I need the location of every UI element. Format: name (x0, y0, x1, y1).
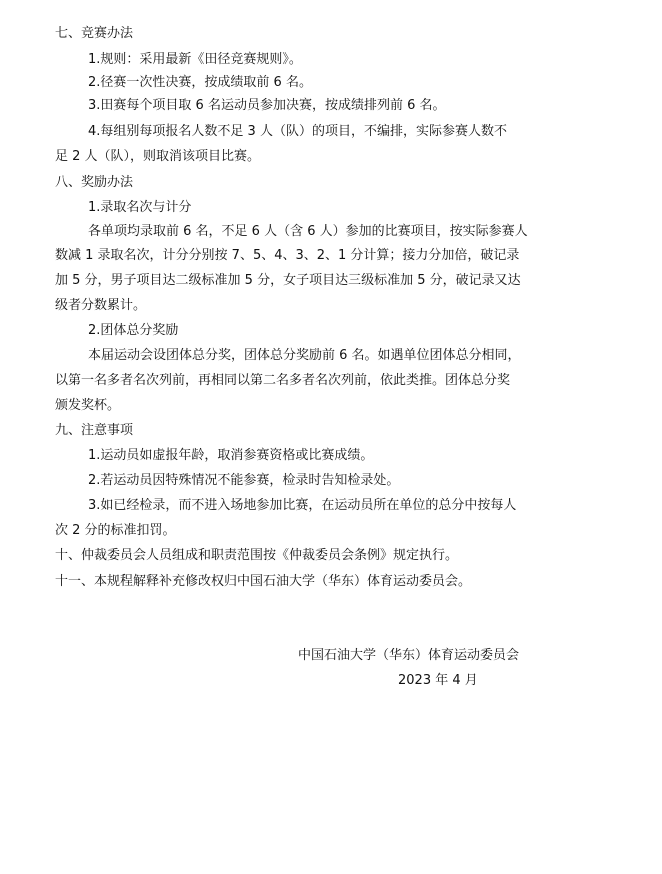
section-8-subheading-2: 2.团体总分奖励 (88, 323, 179, 338)
section-8-para-1-line-1: 各单项均录取前 6 名，不足 6 人（含 6 人）参加的比赛项目，按实际参赛人 (88, 224, 528, 239)
section-8-para-1-line-4: 级者分数累计。 (55, 298, 147, 313)
section-9-item-3-line-1: 3.如已经检录，而不进入场地参加比赛，在运动员所在单位的总分中按每人 (88, 498, 517, 513)
section-8-para-2-line-1: 本届运动会设团体总分奖，团体总分奖励前 6 名。如遇单位团体总分相同， (88, 348, 521, 363)
section-9-title: 九、注意事项 (55, 423, 134, 438)
section-9-item-1: 1.运动员如虚报年龄，取消参赛资格或比赛成绩。 (88, 448, 374, 463)
section-9-item-3-line-2: 次 2 分的标准扣罚。 (55, 523, 176, 538)
section-8-para-2-line-3: 颁发奖杯。 (55, 398, 121, 413)
section-7-item-3: 3.田赛每个项目取 6 名运动员参加决赛，按成绩排列前 6 名。 (88, 98, 446, 113)
section-8-para-2-line-2: 以第一名多者名次列前，再相同以第二名多者名次列前，依此类推。团体总分奖 (55, 373, 511, 388)
section-7-item-4-line-2: 足 2 人（队），则取消该项目比赛。 (55, 149, 261, 164)
section-7-item-2: 2.径赛一次性决赛，按成绩取前 6 名。 (88, 75, 312, 90)
section-7-item-1: 1.规则：采用最新《田径竞赛规则》。 (88, 52, 302, 67)
signature-organization: 中国石油大学（华东）体育运动委员会 (298, 648, 520, 663)
signature-date: 2023 年 4 月 (398, 673, 478, 688)
section-8-subheading-1: 1.录取名次与计分 (88, 200, 192, 215)
section-10: 十、仲裁委员会人员组成和职责范围按《仲裁委员会条例》规定执行。 (55, 548, 459, 563)
section-8-title: 八、奖励办法 (55, 175, 134, 190)
section-8-para-1-line-3: 加 5 分，男子项目达二级标准加 5 分，女子项目达三级标准加 5 分，破记录又达 (55, 273, 521, 288)
section-7-title: 七、竞赛办法 (55, 26, 134, 41)
section-9-item-2: 2.若运动员因特殊情况不能参赛，检录时告知检录处。 (88, 473, 400, 488)
section-8-para-1-line-2: 数减 1 录取名次，计分分别按 7、5、4、3、2、1 分计算；接力分加倍，破记录 (55, 248, 520, 263)
section-7-item-4-line-1: 4.每组别每项报名人数不足 3 人（队）的项目，不编排，实际参赛人数不 (88, 124, 507, 139)
section-11: 十一、本规程解释补充修改权归中国石油大学（华东）体育运动委员会。 (55, 574, 472, 589)
